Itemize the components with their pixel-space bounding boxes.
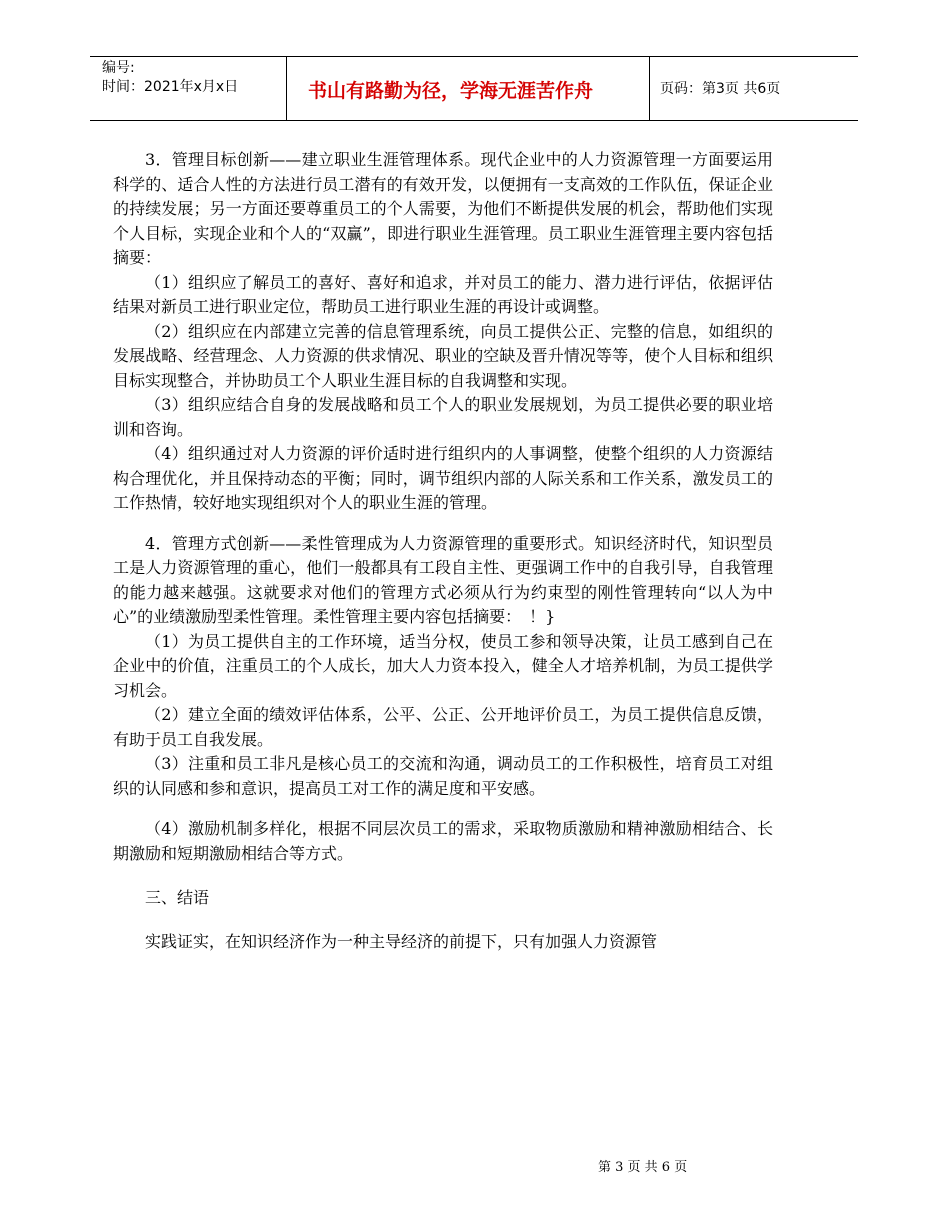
header-divider-right — [649, 56, 650, 120]
header-bottom-rule — [90, 120, 858, 121]
paragraph-flexible-management: 4．管理方式创新——柔性管理成为人力资源管理的重要形式。知识经济时代，知识型员工是人力资源管理的重心，他们一般都具有工段自主性、更强调工作中的自我引导，自我管理的能力越来越强。这就要求对他们的管理方式必须从行为约束型的刚性管理转向“以人为中心”的业绩激励型柔性管理。柔性管理主要内容包括摘要： ！} — [113, 533, 773, 626]
list-item-career-1: （1）组织应了解员工的喜好、喜好和追求，并对员工的能力、潜力进行评估，依据评估结果对新员工进行职业定位，帮助员工进行职业生涯的再设计或调整。 — [113, 272, 773, 316]
list-item-flexible-2: （2）建立全面的绩效评估体系，公平、公正、公开地评价员工，为员工提供信息反馈，有助于员工自我发展。 — [113, 705, 773, 749]
header-page-code: 页码：第3页 共6页 — [660, 81, 781, 97]
list-item-flexible-1: （1）为员工提供自主的工作环境，适当分权，使员工参和领导决策，让员工感到自己在企业中的价值，注重员工的个人成长，加大人力资本投入，健全人才培养机制，为员工提供学习机会。 — [113, 631, 773, 700]
footer-page-number: 第 3 页 共 6 页 — [598, 1160, 688, 1175]
section-heading-conclusion: 三、结语 — [145, 888, 210, 907]
header-motto: 书山有路勤为径，学海无涯苦作舟 — [308, 80, 594, 102]
list-item-flexible-4: （4）激励机制多样化，根据不同层次员工的需求，采取物质激励和精神激励相结合、长期激励和短期激励相结合等方式。 — [113, 819, 773, 863]
header-top-rule — [90, 56, 858, 57]
paragraph-career-management: 3．管理目标创新——建立职业生涯管理体系。现代企业中的人力资源管理一方面要运用科学的、适合人性的方法进行员工潜有的有效开发，以便拥有一支高效的工作队伍，保证企业的持续发展；另一方面还要尊重员工的个人需要，为他们不断提供发展的机会，帮助他们实现个人目标，实现企业和个人的“双赢”，即进行职业生涯管理。员工职业生涯管理主要内容包括摘要： — [113, 150, 773, 267]
list-item-career-4: （4）组织通过对人力资源的评价适时进行组织内的人事调整，使整个组织的人力资源结构合理优化，并且保持动态的平衡；同时，调节组织内部的人际关系和工作关系，激发员工的工作热情，较好地实现组织对个人的职业生涯的管理。 — [113, 444, 773, 512]
paragraph-conclusion: 实践证实，在知识经济作为一种主导经济的前提下，只有加强人力资源管 — [145, 932, 658, 951]
list-item-career-2: （2）组织应在内部建立完善的信息管理系统，向员工提供公正、完整的信息，如组织的发展战略、经营理念、人力资源的供求情况、职业的空缺及晋升情况等等，使个人目标和组织目标实现整合，并协助员工个人职业生涯目标的自我调整和实现。 — [113, 321, 773, 390]
list-item-flexible-3: （3）注重和员工非凡是核心员工的交流和沟通，调动员工的工作积极性，培育员工对组织的认同感和参和意识，提高员工对工作的满足度和平安感。 — [113, 754, 773, 798]
header-number-label: 编号: — [102, 60, 135, 76]
list-item-career-3: （3）组织应结合自身的发展战略和员工个人的职业发展规划，为员工提供必要的职业培训和咨询。 — [113, 395, 773, 439]
header-time-label: 时间：2021年x月x日 — [102, 79, 239, 95]
header-divider-left — [286, 56, 287, 120]
document-body — [113, 148, 773, 955]
